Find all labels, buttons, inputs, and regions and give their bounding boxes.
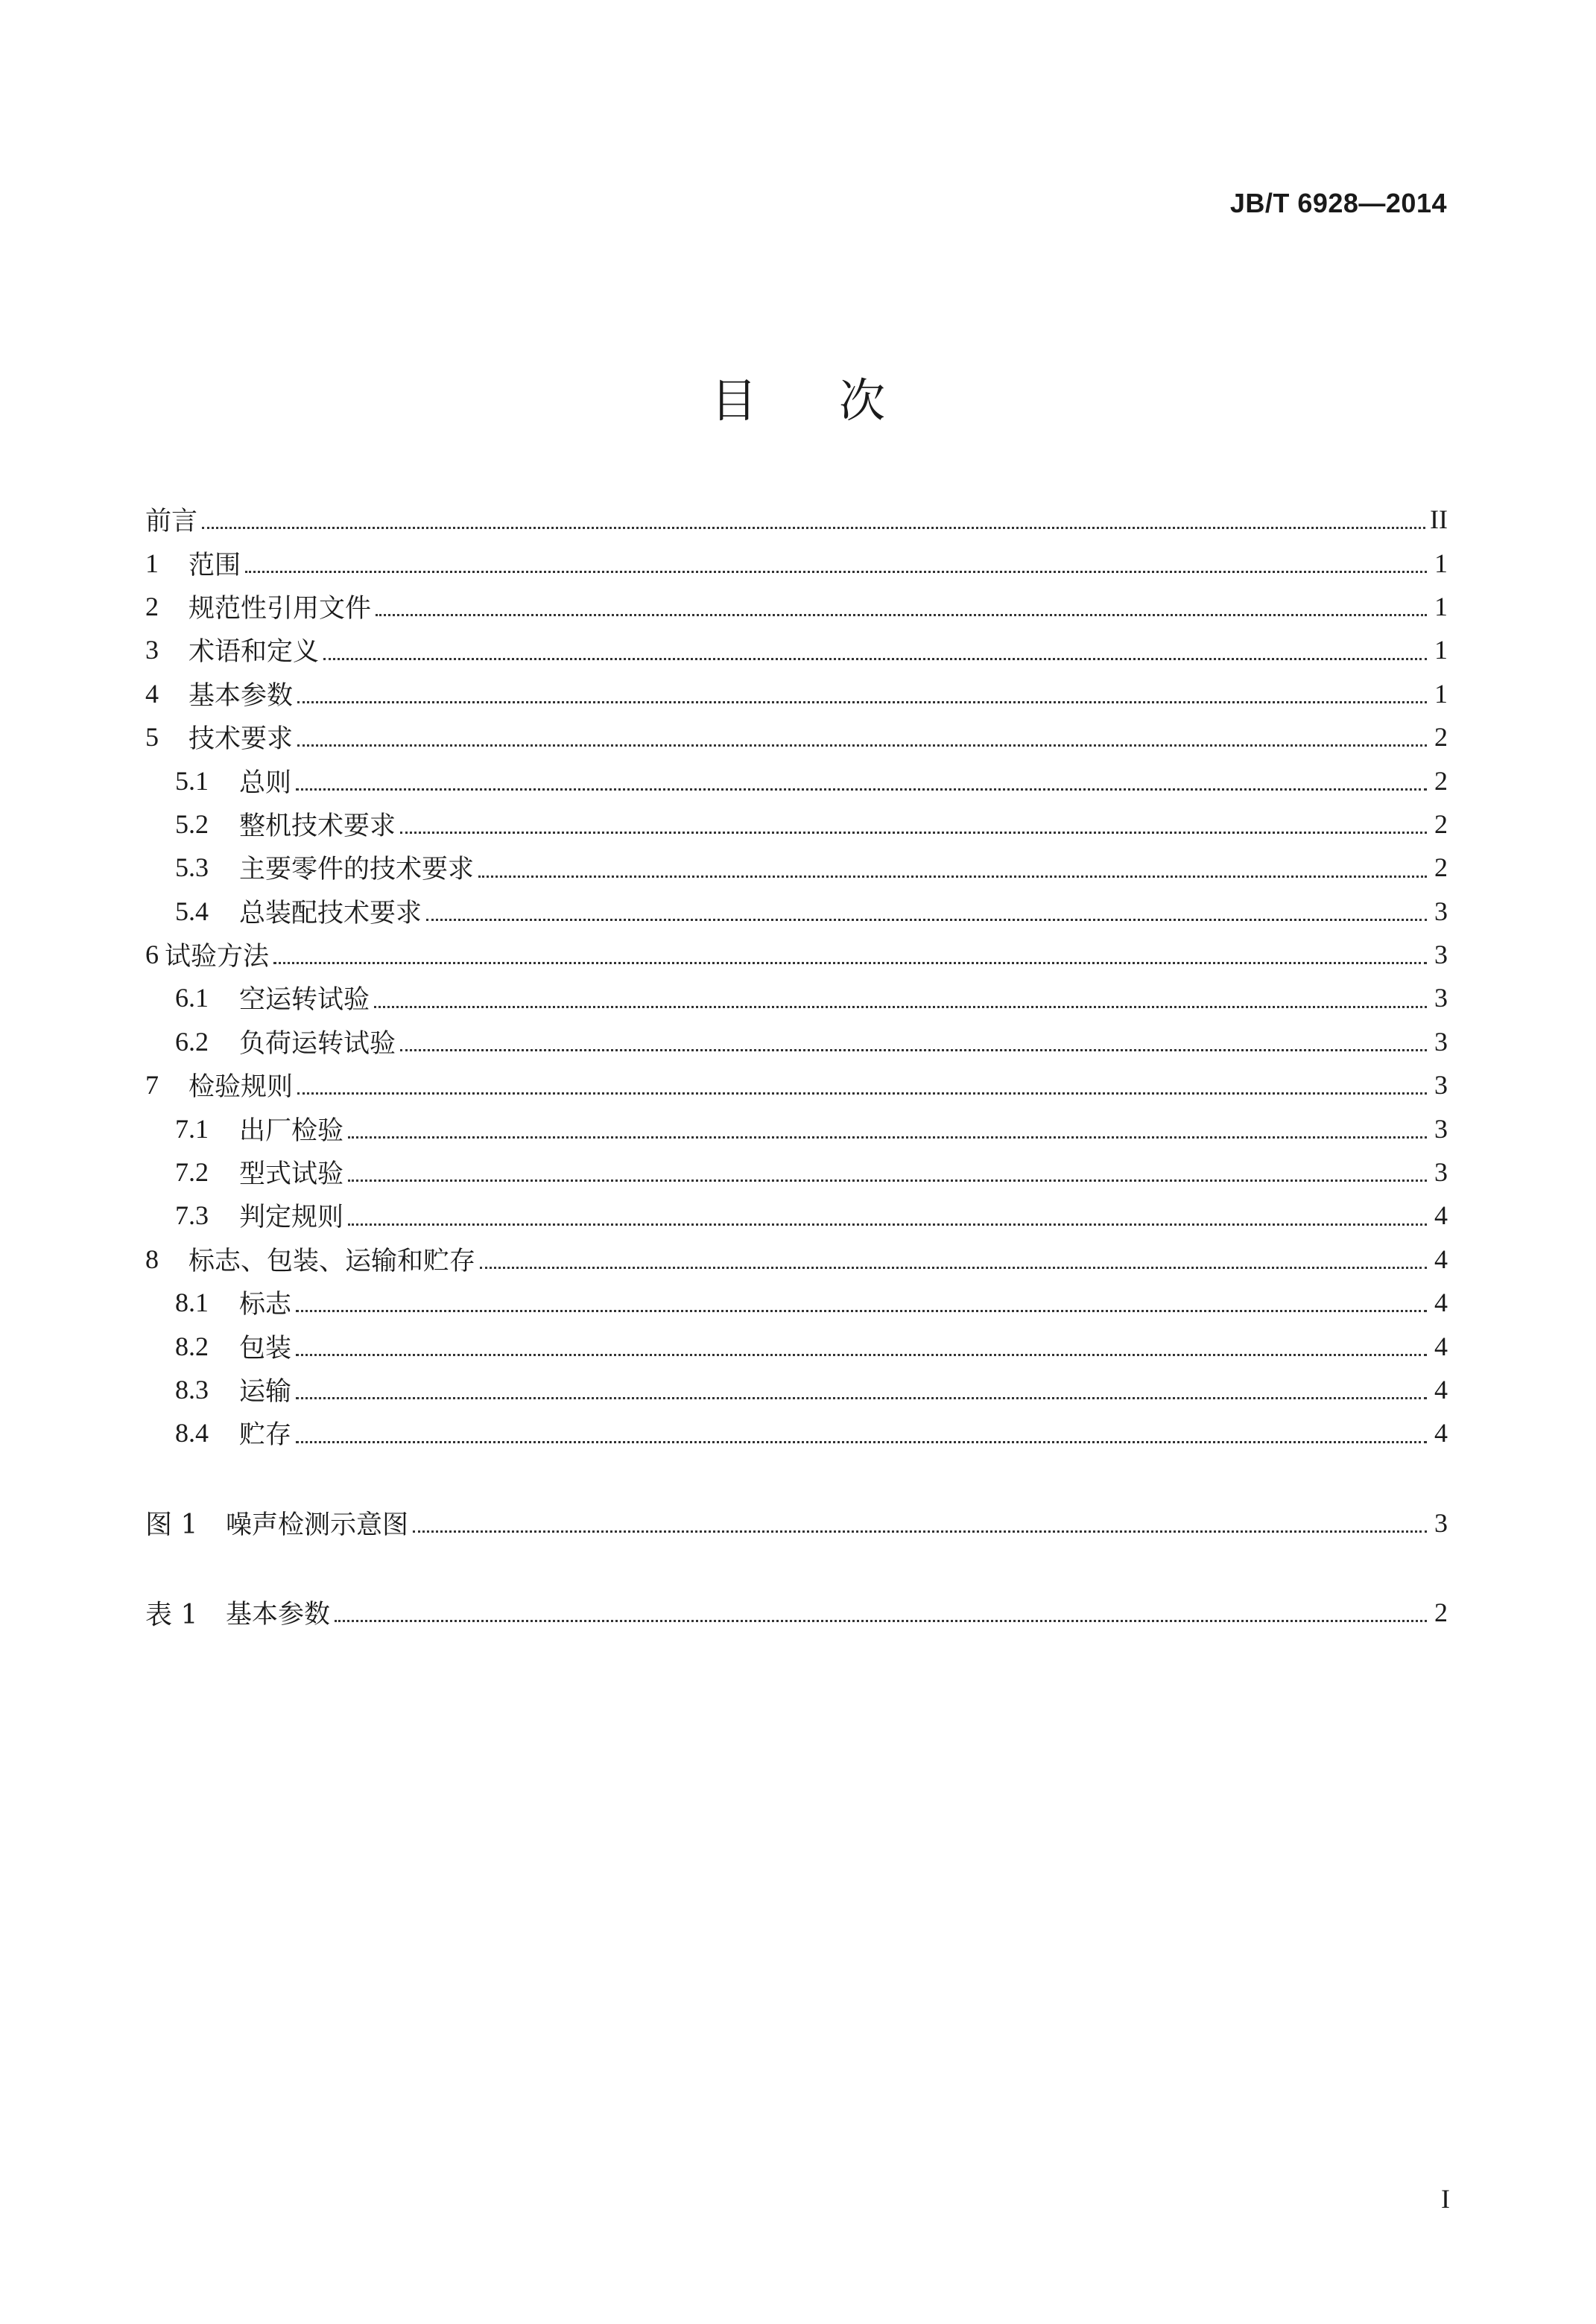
toc-entry-page: 3 <box>1434 1507 1448 1538</box>
toc-entry-page: 3 <box>1434 940 1448 970</box>
toc-entry-8[interactable] <box>145 1238 1448 1281</box>
toc-leader-dots <box>348 1223 1427 1226</box>
toc-entry-text: 规范性引用文件 <box>189 593 372 624</box>
toc-entry-6-1[interactable] <box>145 976 1448 1019</box>
toc-leader-dots <box>376 614 1427 616</box>
toc-entry-page: 2 <box>1434 852 1448 883</box>
toc-entry-number: 1 <box>145 548 159 578</box>
toc-entry-number: 5 <box>145 722 159 753</box>
title-char-2: 次 <box>839 373 886 428</box>
toc-entry-table-1[interactable] <box>145 1591 1448 1634</box>
toc-leader-dots <box>296 1397 1427 1399</box>
toc-entry-text: 标志 <box>239 1290 292 1320</box>
toc-entry-page: 3 <box>1434 1070 1448 1101</box>
toc-entry-page: 3 <box>1434 896 1448 926</box>
toc-entry-number: 8.3 <box>175 1375 209 1405</box>
toc-entry-5-4[interactable] <box>145 890 1448 933</box>
toc-entry-8-2[interactable] <box>145 1324 1448 1367</box>
toc-entry-7-1[interactable] <box>145 1106 1448 1150</box>
toc-leader-dots <box>296 788 1427 791</box>
toc-entry-number: 5.2 <box>175 808 209 839</box>
toc-leader-dots <box>400 832 1427 834</box>
toc-entry-number: 6.1 <box>175 983 209 1013</box>
toc-entry-page: 3 <box>1434 1113 1448 1144</box>
toc-entry-page: 3 <box>1434 1157 1448 1188</box>
toc-entry-text: 前言 <box>145 507 198 537</box>
toc-entry-page: 4 <box>1434 1244 1448 1274</box>
toc-entry-page: 2 <box>1434 1598 1448 1628</box>
toc-entry-page: 1 <box>1434 591 1448 621</box>
toc-entry-text: 判定规则 <box>239 1203 344 1233</box>
toc-entry-8-1[interactable] <box>145 1281 1448 1324</box>
toc-entry-text: 术语和定义 <box>189 637 320 668</box>
figure-title: 噪声检测示意图 <box>226 1510 409 1540</box>
toc-entry-7-2[interactable] <box>145 1150 1448 1194</box>
toc-leader-dots <box>202 527 1425 529</box>
toc-entry-number: 8.4 <box>175 1418 209 1448</box>
toc-entry-number: 5.3 <box>175 852 209 883</box>
toc-entry-page: 4 <box>1434 1200 1448 1231</box>
toc-entry-number: 7.1 <box>175 1113 209 1144</box>
toc-entry-number: 7.3 <box>175 1200 209 1231</box>
toc-entry-number: 5.4 <box>175 896 209 926</box>
toc-entry-text: 总则 <box>239 767 292 798</box>
toc-entry-text: 整机技术要求 <box>239 811 396 841</box>
toc-entry-page: 3 <box>1434 1026 1448 1057</box>
toc-entry-page: 2 <box>1434 722 1448 753</box>
toc-entry-page: 1 <box>1434 635 1448 665</box>
toc-entry-text: 总装配技术要求 <box>239 898 422 928</box>
toc-entry-foreword[interactable] <box>145 498 1448 541</box>
toc-entry-text: 运输 <box>239 1377 292 1407</box>
toc-entry-number: 6 <box>145 940 159 970</box>
toc-entry-5-3[interactable] <box>145 846 1448 889</box>
toc-leader-dots <box>297 1092 1427 1095</box>
toc-entry-text: 型式试验 <box>239 1159 344 1190</box>
toc-entry-text: 包装 <box>239 1333 292 1364</box>
toc-leader-dots <box>296 1310 1427 1312</box>
standard-code: JB/T 6928—2014 <box>1229 188 1447 218</box>
toc-leader-dots <box>297 701 1427 703</box>
toc-entry-text: 技术要求 <box>189 724 294 755</box>
toc-leader-dots <box>297 744 1427 747</box>
toc-entry-5-1[interactable] <box>145 759 1448 802</box>
toc-leader-dots <box>478 876 1427 878</box>
toc-leader-dots <box>426 919 1427 921</box>
toc-entry-number: 8.2 <box>175 1331 209 1361</box>
toc-entry-text: 空运转试验 <box>239 985 370 1016</box>
toc-entry-page: 4 <box>1434 1418 1448 1448</box>
toc-entry-text: 基本参数 <box>189 680 294 711</box>
table-of-contents <box>145 498 1448 1634</box>
toc-entry-page: 3 <box>1434 983 1448 1013</box>
toc-entry-4[interactable] <box>145 672 1448 715</box>
toc-leader-dots <box>323 658 1427 660</box>
toc-entry-text: 范围 <box>189 550 241 580</box>
toc-entry-number: 2 <box>145 591 159 621</box>
toc-entry-number: 8.1 <box>175 1288 209 1318</box>
toc-entry-page: 1 <box>1434 548 1448 578</box>
table-title: 基本参数 <box>226 1600 331 1630</box>
toc-leader-dots <box>296 1441 1427 1443</box>
toc-entry-number: 7 <box>145 1070 159 1101</box>
page-title <box>0 364 1596 430</box>
title-char-1: 目 <box>710 373 757 428</box>
toc-entry-text: 负荷运转试验 <box>239 1028 396 1059</box>
toc-entry-8-4[interactable] <box>145 1411 1448 1454</box>
toc-leader-dots <box>273 962 1427 964</box>
toc-entry-7[interactable] <box>145 1063 1448 1106</box>
toc-entry-text: 检验规则 <box>189 1072 294 1103</box>
toc-entry-2[interactable] <box>145 585 1448 628</box>
toc-entry-1[interactable] <box>145 541 1448 584</box>
toc-entry-page: 2 <box>1434 808 1448 839</box>
toc-entry-number: 8 <box>145 1244 159 1274</box>
toc-leader-dots <box>335 1620 1427 1622</box>
toc-entry-text: 试验方法 <box>165 942 270 972</box>
toc-entry-6-2[interactable] <box>145 1020 1448 1063</box>
toc-entry-5[interactable] <box>145 715 1448 759</box>
toc-leader-dots <box>413 1530 1427 1533</box>
toc-leader-dots <box>245 571 1427 573</box>
toc-entry-figure-1[interactable] <box>145 1501 1448 1545</box>
toc-entry-5-2[interactable] <box>145 802 1448 846</box>
toc-entry-page: 1 <box>1434 678 1448 709</box>
toc-entry-3[interactable] <box>145 628 1448 671</box>
toc-entry-8-3[interactable] <box>145 1368 1448 1411</box>
toc-entry-text: 贮存 <box>239 1420 292 1451</box>
toc-leader-dots <box>400 1049 1427 1051</box>
toc-leader-dots <box>480 1267 1427 1269</box>
toc-entry-text: 标志、包装、运输和贮存 <box>189 1246 476 1276</box>
toc-entry-text: 主要零件的技术要求 <box>239 855 475 885</box>
toc-entry-number: 3 <box>145 635 159 665</box>
toc-entry-page: 4 <box>1434 1375 1448 1405</box>
toc-entry-page: 4 <box>1434 1331 1448 1361</box>
toc-entry-number: 6.2 <box>175 1026 209 1057</box>
toc-entry-text: 出厂检验 <box>239 1115 344 1146</box>
toc-entry-page: II <box>1430 504 1448 535</box>
toc-leader-dots <box>374 1006 1427 1008</box>
toc-entry-number: 4 <box>145 678 159 709</box>
toc-entry-7-3[interactable] <box>145 1194 1448 1237</box>
table-number: 表 1 <box>145 1599 198 1630</box>
page-number: I <box>1441 2184 1450 2214</box>
toc-leader-dots <box>348 1180 1427 1182</box>
toc-entry-page: 4 <box>1434 1288 1448 1318</box>
figure-number: 图 1 <box>145 1510 198 1541</box>
toc-leader-dots <box>296 1354 1427 1356</box>
toc-entry-page: 2 <box>1434 765 1448 796</box>
toc-entry-6[interactable] <box>145 933 1448 976</box>
toc-entry-number: 7.2 <box>175 1157 209 1188</box>
toc-entry-number: 5.1 <box>175 765 209 796</box>
toc-leader-dots <box>348 1136 1427 1139</box>
